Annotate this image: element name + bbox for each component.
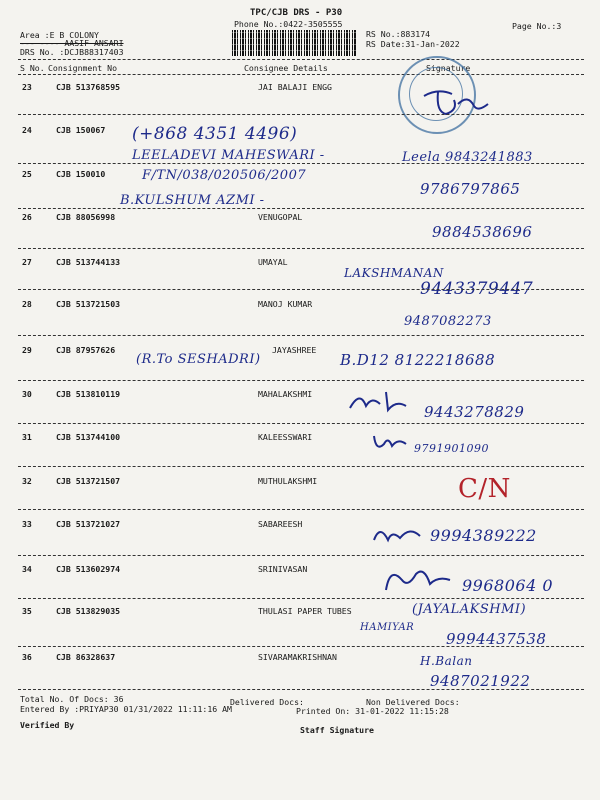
delivered-docs: Delivered Docs: (230, 697, 304, 707)
consignment-number: CJB 513602974 (56, 564, 121, 574)
entered-by: Entered By :PRIYAP30 01/31/2022 11:11:16 AM (20, 704, 232, 714)
consignee-name: MANOJ KUMAR (258, 299, 313, 309)
consignment-number: CJB 88056998 (56, 212, 116, 222)
handwritten-phone: 9994389222 (430, 526, 537, 545)
consignee-name: VENUGOPAL (258, 212, 303, 222)
non-delivered-docs: Non Delivered Docs: (366, 697, 460, 707)
handwritten-signature: Leela 9843241883 (402, 150, 533, 165)
handwritten-phone: 9443278829 (424, 403, 525, 421)
row-number: 31 (22, 432, 32, 442)
consignment-number: CJB 513829035 (56, 606, 121, 616)
rs-date: RS Date:31-Jan-2022 (366, 39, 460, 49)
consignee-name: SABAREESH (258, 519, 303, 529)
handwritten-phone: 9968064 0 (462, 576, 554, 595)
row-divider (18, 598, 584, 599)
total-docs: Total No. Of Docs: 36 (20, 694, 124, 704)
handwritten-phone: 9791901090 (414, 442, 489, 455)
row-number: 35 (22, 606, 32, 616)
cn-mark: C/N (458, 474, 511, 504)
consignment-number: CJB 150067 (56, 125, 106, 135)
row-number: 23 (22, 82, 32, 92)
staff-signature: Staff Signature (300, 725, 374, 735)
handwritten-phone: 9884538696 (432, 223, 533, 241)
handwritten-phone: 9487021922 (430, 672, 531, 690)
row-divider (18, 555, 584, 556)
consignee-name: KALEESSWARI (258, 432, 313, 442)
row-number: 28 (22, 299, 32, 309)
signature-scribble (418, 82, 498, 122)
row-number: 36 (22, 652, 32, 662)
consignee-name: THULASI PAPER TUBES (258, 606, 352, 616)
signature-scribble (380, 562, 456, 596)
handwritten-phone: 9443379447 (420, 279, 534, 299)
row-divider (18, 646, 584, 647)
handwritten-note: HAMIYAR (360, 622, 415, 633)
consignment-number: CJB 513721507 (56, 476, 121, 486)
row-divider (18, 466, 584, 467)
printed-on: Printed On: 31-01-2022 11:15:28 (296, 706, 449, 716)
row-number: 26 (22, 212, 32, 222)
handwritten-signature: B.D12 8122218688 (340, 351, 496, 369)
struck-name: --- ---- AASIF ANSARI (20, 38, 124, 48)
handwritten-reference: F/TN/038/020506/2007 (142, 168, 307, 183)
handwritten-phone: 9487082273 (404, 314, 492, 329)
row-divider (18, 335, 584, 336)
consignee-name: SIVARAMAKRISHNAN (258, 652, 337, 662)
handwritten-name: (JAYALAKSHMI) (412, 602, 527, 617)
area-label: Area :E B COLONY (20, 30, 99, 40)
header-rule-top (18, 59, 584, 60)
row-number: 33 (22, 519, 32, 529)
consignee-name: SRINIVASAN (258, 564, 308, 574)
handwritten-phone: 9786797865 (420, 180, 521, 198)
signature-scribble (370, 518, 430, 550)
consignment-number: CJB 513721503 (56, 299, 121, 309)
drs-number: DRS No. :DCJB88317403 (20, 47, 124, 57)
consignment-number: CJB 87957626 (56, 345, 116, 355)
handwritten-name: LAKSHMANAN (344, 266, 444, 280)
consignment-number: CJB 513810119 (56, 389, 121, 399)
barcode-overlay (232, 30, 356, 56)
row-number: 29 (22, 345, 32, 355)
row-divider (18, 248, 584, 249)
phone-number: Phone No.:0422-3505555 (234, 19, 343, 29)
col-sno: S No. (20, 63, 45, 73)
consignment-number: CJB 150010 (56, 169, 106, 179)
handwritten-phone: (+868 4351 4496) (132, 124, 298, 144)
consignment-number: CJB 513768595 (56, 82, 121, 92)
consignment-number: CJB 513721027 (56, 519, 121, 529)
row-divider (18, 509, 584, 510)
consignment-number: CJB 86328637 (56, 652, 116, 662)
row-divider (18, 114, 584, 115)
row-divider (18, 289, 584, 290)
document-title: TPC/CJB DRS - P30 (250, 8, 343, 18)
row-divider (18, 423, 584, 424)
row-number: 24 (22, 125, 32, 135)
row-number: 25 (22, 169, 32, 179)
row-divider (18, 380, 584, 381)
verified-by: Verified By (20, 720, 75, 730)
consignee-name: MUTHULAKSHMI (258, 476, 318, 486)
row-divider (18, 163, 584, 164)
row-number: 34 (22, 564, 32, 574)
handwritten-signature: H.Balan (420, 654, 473, 668)
consignment-number: CJB 513744100 (56, 432, 121, 442)
handwritten-name: LEELADEVI MAHESWARI - (132, 148, 325, 163)
col-consignee: Consignee Details (244, 63, 328, 73)
signature-scribble (346, 386, 416, 416)
consignee-name: JAI BALAJI ENGG (258, 82, 332, 92)
col-signature: Signature (426, 63, 471, 73)
row-number: 27 (22, 257, 32, 267)
page-number: Page No.:3 (512, 21, 562, 31)
row-divider (18, 208, 584, 209)
consignee-name: UMAYAL (258, 257, 288, 267)
consignee-name: JAYASHREE (272, 345, 317, 355)
header-rule-bottom (18, 74, 584, 75)
consignee-name: MAHALAKSHMI (258, 389, 313, 399)
signature-scribble (370, 430, 412, 456)
row-divider (18, 689, 584, 690)
handwritten-phone: 9994437538 (446, 630, 547, 648)
handwritten-name: (R.To SESHADRI) (136, 352, 261, 367)
rs-number: RS No.:883174 (366, 29, 431, 39)
row-number: 30 (22, 389, 32, 399)
handwritten-name: B.KULSHUM AZMI - (120, 193, 265, 208)
consignment-number: CJB 513744133 (56, 257, 121, 267)
col-consignment: Consignment No (48, 63, 118, 73)
row-number: 32 (22, 476, 32, 486)
